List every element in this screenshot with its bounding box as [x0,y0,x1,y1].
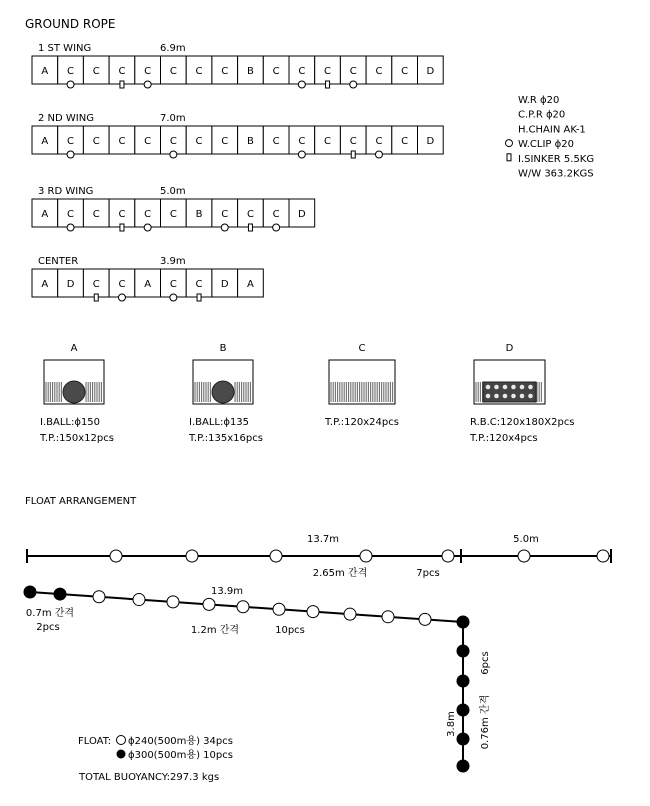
open-float [518,550,530,562]
filled-float [457,645,470,658]
rope-cell-label: C [144,209,152,220]
bobbin-hole [494,385,499,390]
component-spec: I.BALL:ϕ150 [40,417,101,428]
component-spec: I.BALL:ϕ135 [189,417,250,428]
wire-clip-icon [170,294,177,301]
rope-cell-label: B [247,136,254,147]
rope-cell-label: D [220,279,229,290]
rope-row [32,186,315,231]
rope-cell-label: C [118,209,126,220]
wire-clip-icon [170,151,177,158]
filled-float [24,586,37,599]
rope-row [32,113,443,158]
rope-cell-label: C [92,279,100,290]
rope-cell-label: C [92,209,100,220]
filled-float [457,733,470,746]
component-label: C [358,343,366,354]
component-spec: T.P.:150x12pcs [40,433,114,444]
open-float [344,608,356,620]
wire-clip-icon [67,224,74,231]
rope-cell-label: C [298,66,306,77]
rope-cell-label: C [169,136,177,147]
total-buoyancy: TOTAL BUOYANCY:297.3 kgs [79,772,220,783]
open-float [186,550,198,562]
component-spec: T.P.:120x4pcs [470,433,538,444]
open-float [273,603,285,615]
rope-cell-label: C [272,66,280,77]
rope-cell-label: C [375,136,383,147]
vertical-count: 6pcs [480,651,491,675]
sinker-icon [120,81,124,88]
bottom-line-length: 13.9m [210,586,244,597]
rope-cell-label: D [66,279,75,290]
rope-cell-label: A [41,136,49,147]
rope-cell-label: C [169,66,177,77]
rope-cell-label: C [401,66,409,77]
open-float [270,550,282,562]
open-float [237,601,249,613]
bobbin-hole [528,385,533,390]
open-float [167,596,179,608]
sinker-icon [507,154,511,161]
rope-cell-label: C [298,136,306,147]
component-label: D [505,343,514,354]
rope-cell-label: C [221,209,229,220]
left-count: 2pcs [36,622,60,633]
filled-float [457,675,470,688]
float-arrangement-title: FLOAT ARRANGEMENT [25,496,137,507]
component-d [469,343,575,444]
wire-clip-icon [298,81,305,88]
legend-item: W/W 363.2KGS [518,168,594,180]
bottom-line-spacing: 1.2m 간격 [190,625,240,636]
rope-cell-label: C [401,136,409,147]
left-spacing: 0.7m 간격 [25,608,75,619]
rope-cell-label: C [67,66,75,77]
filled-float-icon [117,750,126,759]
bobbin-hole [503,394,508,399]
filled-float [54,588,67,601]
wire-clip-icon [118,294,125,301]
wire-clip-icon [67,151,74,158]
sinker-icon [248,224,252,231]
rope-cell-label: C [169,209,177,220]
rope-cell-label: C [92,66,100,77]
rope-cell-label: C [118,279,126,290]
float-legend-open: ϕ240(500m용) 34pcs [128,736,233,747]
open-float [360,550,372,562]
bottom-line-count: 10pcs [275,625,305,636]
component-a [39,343,114,444]
rope-cell-label: C [221,66,229,77]
rope-row-label: 1 ST WING [38,43,92,54]
wire-clip-icon [506,140,513,147]
rope-row-label: 2 ND WING [38,113,94,124]
rope-cell-label: C [195,279,203,290]
rope-cell-label: A [41,279,49,290]
wire-clip-icon [144,224,151,231]
open-float [203,598,215,610]
wire-clip-icon [221,224,228,231]
rope-cell-label: A [144,279,152,290]
sinker-icon [120,224,124,231]
float-legend-label: FLOAT: [78,736,112,747]
filled-float [457,704,470,717]
legend-item: H.CHAIN AK-1 [518,124,586,136]
wire-clip-icon [67,81,74,88]
top-float-line [27,549,611,563]
rope-row [32,43,443,88]
open-float [419,613,431,625]
legend-item: W.CLIP ϕ20 [518,139,574,151]
bobbin-hole [528,394,533,399]
ground-rope-rows [32,43,443,301]
rope-cell-label: C [169,279,177,290]
rope-row-label: 3 RD WING [38,186,94,197]
ground-rope-title: GROUND ROPE [25,17,116,31]
rope-cell-label: C [144,66,152,77]
rope-cell-label: C [349,66,357,77]
top-line-count: 7pcs [416,568,440,579]
rope-cell-label: C [324,136,332,147]
open-float [133,594,145,606]
sinker-icon [326,81,330,88]
open-float [307,606,319,618]
rubber-bobbin-icon [483,382,536,402]
filled-float [457,760,470,773]
bobbin-hole [520,394,525,399]
component-b [188,343,263,444]
rope-row-length: 3.9m [160,256,186,267]
filled-float [457,616,470,629]
rope-cell-label: A [247,279,254,290]
top-line-spacing: 2.65m 간격 [312,568,368,579]
ground-rope-legend [506,95,595,180]
open-float [597,550,609,562]
float-legend-filled: ϕ300(500m용) 10pcs [128,750,233,761]
rope-cell-label: A [41,66,49,77]
rope-cell-label: C [246,209,254,220]
rope-cell-label: C [144,136,152,147]
rope-cell-label: A [41,209,49,220]
sinker-icon [94,294,98,301]
top-line-end-length: 5.0m [513,534,539,545]
rope-cell-label: D [426,136,435,147]
component-spec: R.B.C:120x180X2pcs [470,417,575,428]
rope-cell-label: C [375,66,383,77]
iron-ball-icon [212,381,234,403]
rope-row-length: 5.0m [160,186,186,197]
rope-cell-label: C [195,66,203,77]
rope-cell-label: B [195,209,203,220]
rope-row-length: 6.9m [160,43,186,54]
legend-item: C.P.R ϕ20 [518,109,566,121]
bobbin-hole [511,394,516,399]
rope-row [32,256,263,301]
rope-cell-label: C [195,136,203,147]
open-float [93,591,105,603]
open-float-icon [117,736,126,745]
wire-clip-icon [144,81,151,88]
rope-cell-label: B [247,66,254,77]
sinker-icon [351,151,355,158]
top-line-length: 13.7m [306,534,340,545]
vertical-length: 3.8m [446,711,457,737]
bobbin-hole [486,394,491,399]
bobbin-hole [520,385,525,390]
sinker-icon [197,294,201,301]
wire-clip-icon [273,224,280,231]
rope-row-label: CENTER [38,256,79,267]
rope-cell-label: C [272,136,280,147]
bobbin-hole [503,385,508,390]
rope-cell-label: D [426,66,435,77]
component-label: B [219,343,227,354]
bobbin-hole [511,385,516,390]
wire-clip-icon [298,151,305,158]
bobbin-hole [494,394,499,399]
rope-cell-label: C [349,136,357,147]
rope-cell-label: C [92,136,100,147]
rope-cell-label: C [118,136,126,147]
legend-item: I.SINKER 5.5KG [518,153,595,165]
rope-cell-label: C [324,66,332,77]
rope-cell-label: C [272,209,280,220]
rope-cell-label: C [67,136,75,147]
component-label: A [70,343,78,354]
rope-row-length: 7.0m [160,113,186,124]
open-float [442,550,454,562]
rope-cell-label: D [297,209,306,220]
component-details [39,343,575,444]
rope-cell-label: C [67,209,75,220]
open-float [382,611,394,623]
component-spec: T.P.:120x24pcs [325,417,399,428]
rope-cell-label: C [118,66,126,77]
vertical-spacing: 0.76m 간격 [480,694,491,750]
component-c [324,343,399,428]
iron-ball-icon [63,381,85,403]
wire-clip-icon [350,81,357,88]
legend-item: W.R ϕ20 [518,95,560,106]
bobbin-hole [486,385,491,390]
open-float [110,550,122,562]
wire-clip-icon [375,151,382,158]
rope-cell-label: C [221,136,229,147]
component-spec: T.P.:135x16pcs [189,433,263,444]
